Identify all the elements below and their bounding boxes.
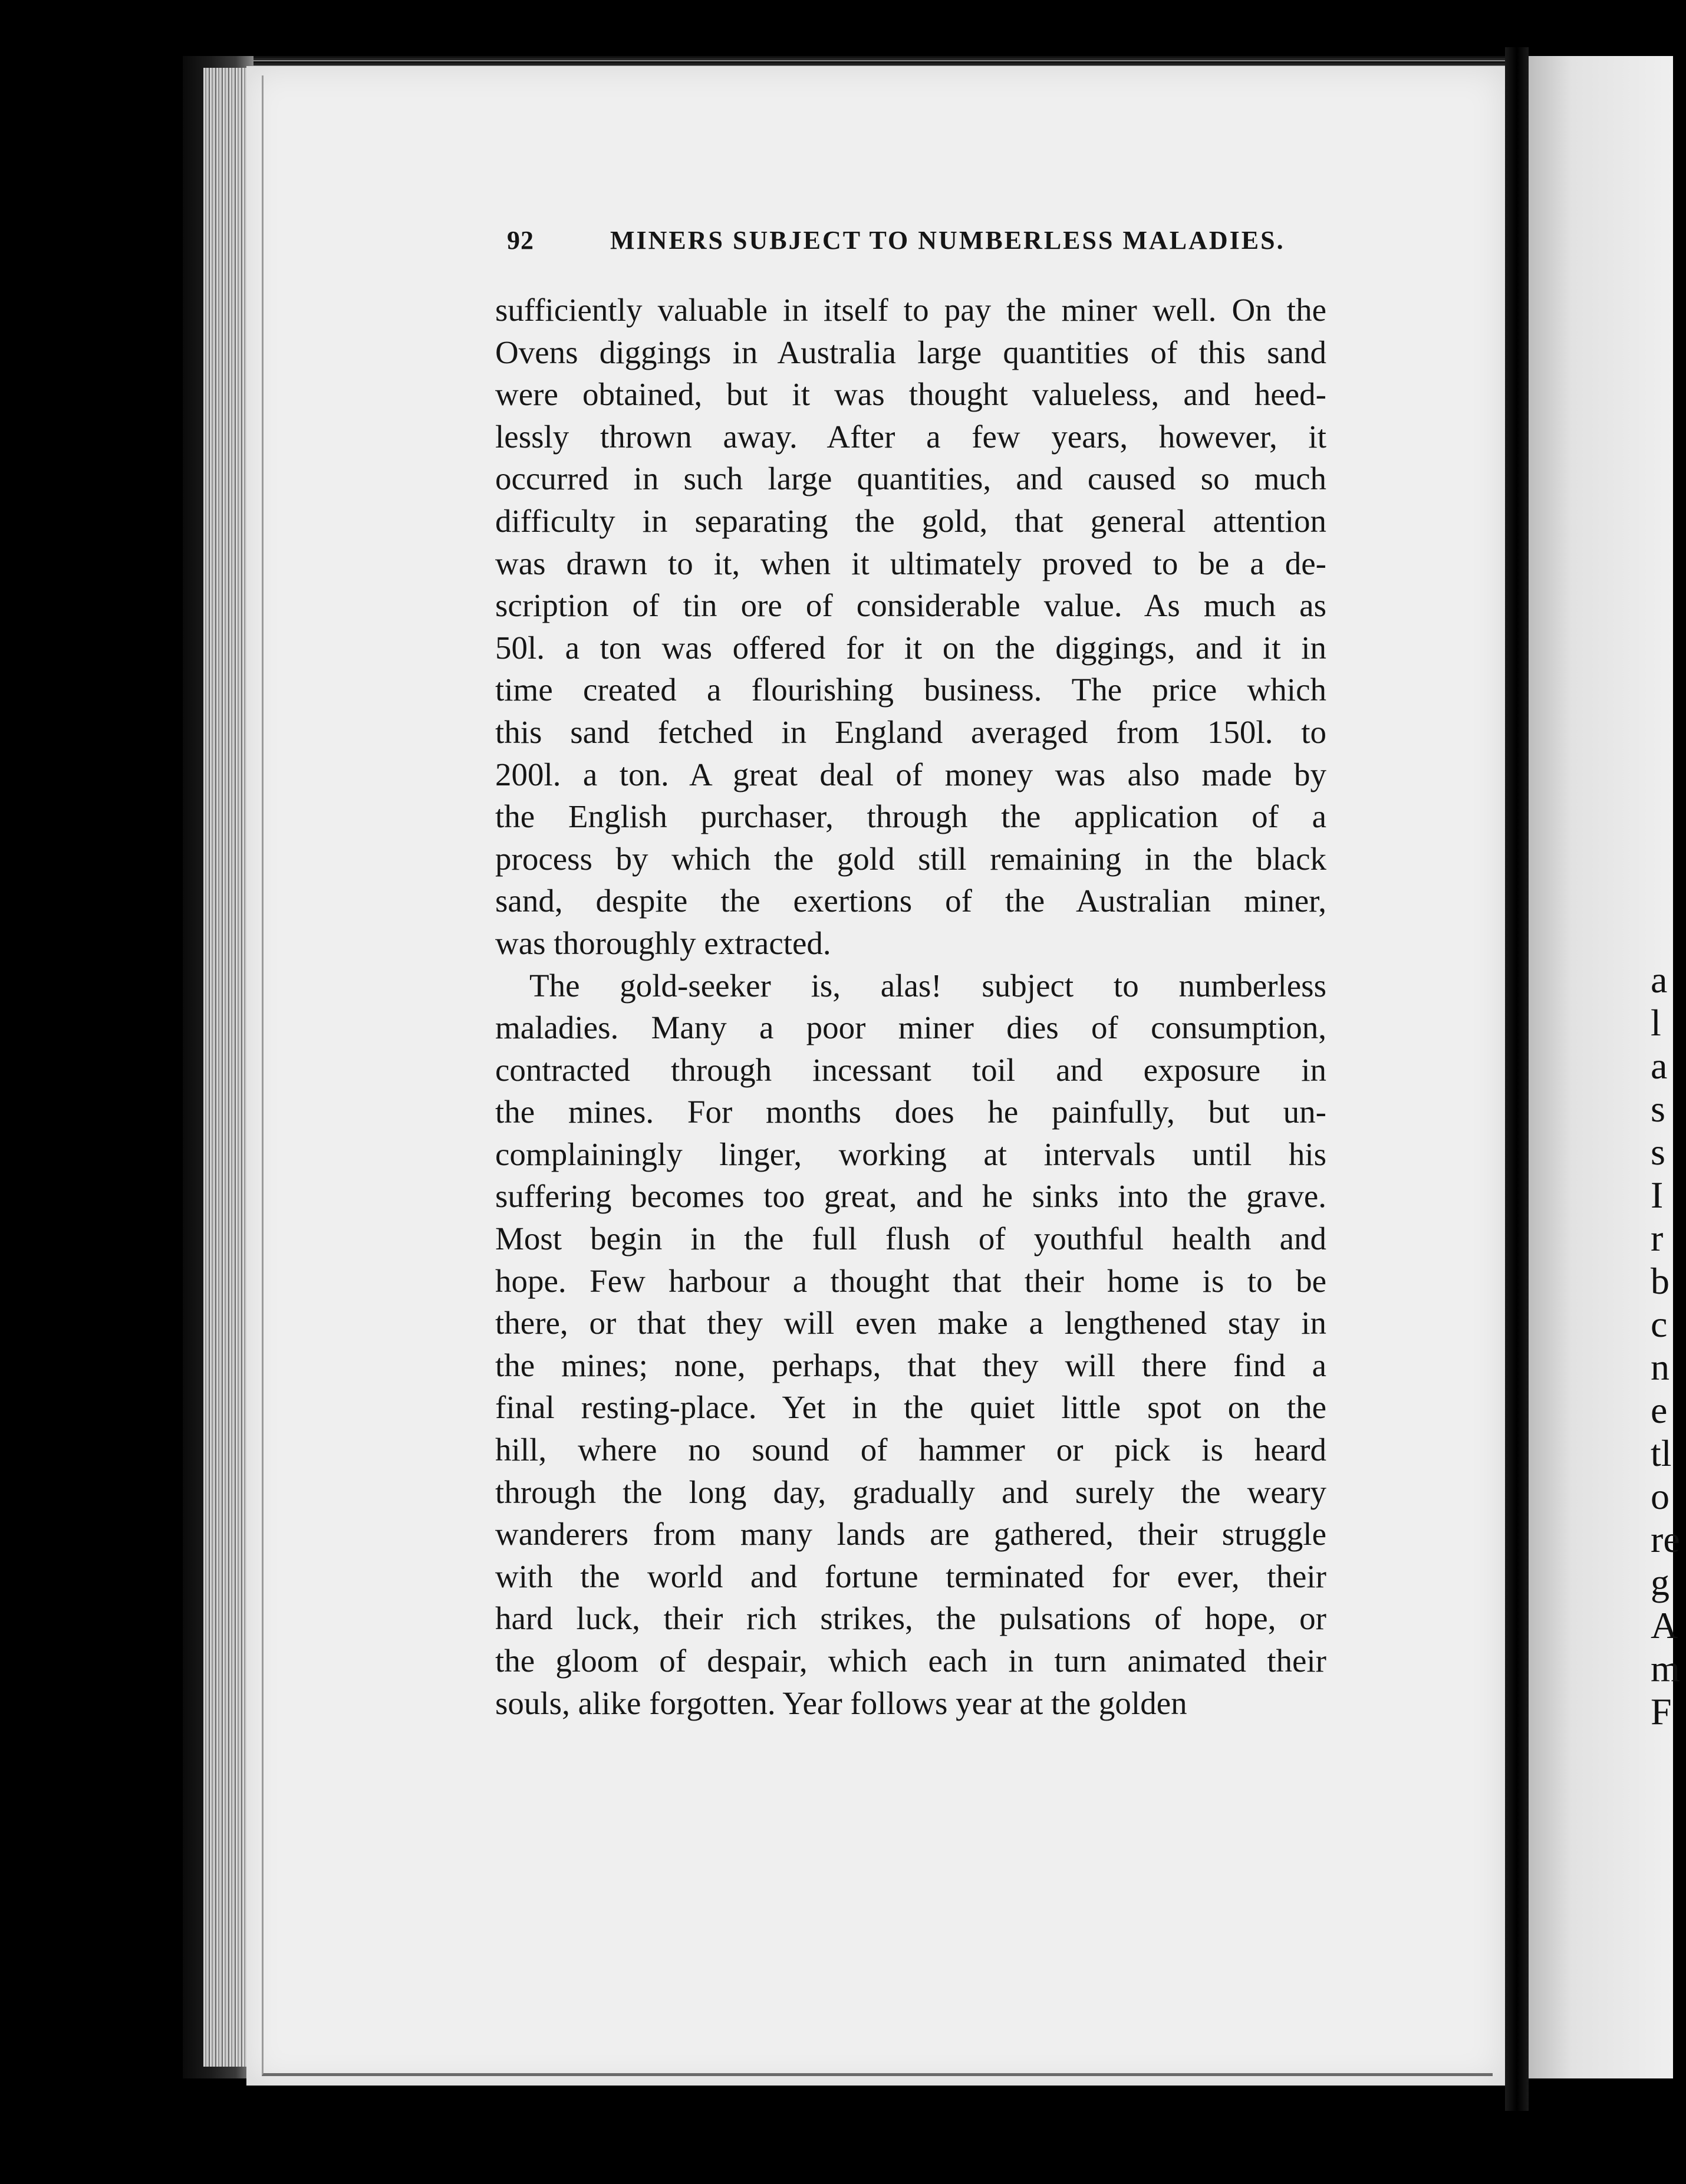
- text-line: was thoroughly extracted.: [495, 925, 831, 961]
- facing-page-letter: s: [1651, 1131, 1665, 1173]
- facing-page-letter: l: [1651, 1002, 1661, 1044]
- text-line: sand, despite the exertions of the Australian miner,: [495, 883, 1326, 919]
- text-line: sufficiently valuable in itself to pay the miner well. On the: [495, 292, 1326, 328]
- facing-page-letter: g: [1651, 1561, 1669, 1603]
- facing-page-letter: c: [1651, 1303, 1668, 1345]
- paragraph: [495, 965, 1326, 1725]
- text-line: the English purchaser, through the application of a: [495, 798, 1326, 835]
- text-line: souls, alike forgotten. Year follows year at the golden: [495, 1685, 1187, 1721]
- facing-page-letter: tl: [1651, 1432, 1672, 1474]
- text-line: Most begin in the full flush of youthful health and: [495, 1221, 1326, 1257]
- facing-page-letter: o: [1651, 1475, 1669, 1517]
- facing-page-letter: b: [1651, 1260, 1669, 1302]
- text-line: this sand fetched in England averaged from 150l. to: [495, 713, 1326, 750]
- text-line: the gloom of despair, which each in turn animated their: [495, 1643, 1326, 1679]
- facing-page-letter: n: [1651, 1346, 1669, 1388]
- text-line: the mines; none, perhaps, that they will there find a: [495, 1347, 1326, 1383]
- text-line: Ovens diggings in Australia large quantities of this sand: [495, 334, 1326, 370]
- facing-page-letter: m: [1651, 1647, 1680, 1689]
- text-line: contracted through incessant toil and exposure in: [495, 1051, 1326, 1088]
- text-line: with the world and fortune terminated for ever, their: [495, 1558, 1326, 1594]
- text-line: lessly thrown away. After a few years, however, it: [495, 418, 1326, 455]
- text-line: hard luck, their rich strikes, the pulsations of hope, or: [495, 1600, 1326, 1637]
- text-line: was drawn to it, when it ultimately proved to be a de-: [495, 545, 1326, 581]
- text-line: suffering becomes too great, and he sinks into the grave.: [495, 1178, 1326, 1215]
- text-line: hill, where no sound of hammer or pick is heard: [495, 1432, 1326, 1468]
- text-line: there, or that they will even make a lengthened stay in: [495, 1305, 1326, 1341]
- text-line: through the long day, gradually and surely the weary: [495, 1473, 1326, 1510]
- text-line: wanderers from many lands are gathered, their struggle: [495, 1516, 1326, 1553]
- facing-page-letter: a: [1651, 959, 1668, 1001]
- text-line: time created a flourishing business. The price which: [495, 672, 1326, 708]
- facing-page-letter: re: [1651, 1518, 1680, 1560]
- text-line: hope. Few harbour a thought that their home is to be: [495, 1262, 1326, 1299]
- running-title: MINERS SUBJECT TO NUMBERLESS MALADIES.: [610, 226, 1285, 255]
- text-line: difficulty in separating the gold, that general attention: [495, 502, 1326, 539]
- page-number: 92: [507, 226, 534, 255]
- text-line: final resting-place. Yet in the quiet little spot on the: [495, 1389, 1326, 1426]
- body-text: [495, 289, 1326, 1724]
- text-line: process by which the gold still remaining in the black: [495, 840, 1326, 877]
- text-line: occurred in such large quantities, and caused so much: [495, 461, 1326, 497]
- facing-page-letter: e: [1651, 1389, 1668, 1431]
- facing-page-letter: A: [1651, 1604, 1678, 1646]
- text-line: the mines. For months does he painfully, but un-: [495, 1094, 1326, 1130]
- text-line: 200l. a ton. A great deal of money was also made by: [495, 756, 1326, 792]
- paragraph: [495, 289, 1326, 965]
- facing-page-letter: I: [1651, 1174, 1664, 1216]
- text-line: were obtained, but it was thought valueless, and heed-: [495, 376, 1326, 413]
- facing-page-letter: r: [1651, 1217, 1664, 1259]
- text-line: scription of tin ore of considerable value. As much as: [495, 587, 1326, 624]
- text-line: The gold-seeker is, alas! subject to numberless: [529, 967, 1326, 1004]
- running-head: [507, 225, 1285, 267]
- text-line: maladies. Many a poor miner dies of consumption,: [495, 1009, 1326, 1046]
- text-line: 50l. a ton was offered for it on the diggings, and it in: [495, 629, 1326, 666]
- book-gutter: [1505, 47, 1529, 2111]
- facing-page-text: [1651, 958, 1686, 1733]
- facing-page-letter: a: [1651, 1045, 1668, 1087]
- text-line: complainingly linger, working at intervals until his: [495, 1136, 1326, 1172]
- facing-page-letter: F: [1651, 1690, 1672, 1732]
- facing-page-letter: s: [1651, 1088, 1665, 1130]
